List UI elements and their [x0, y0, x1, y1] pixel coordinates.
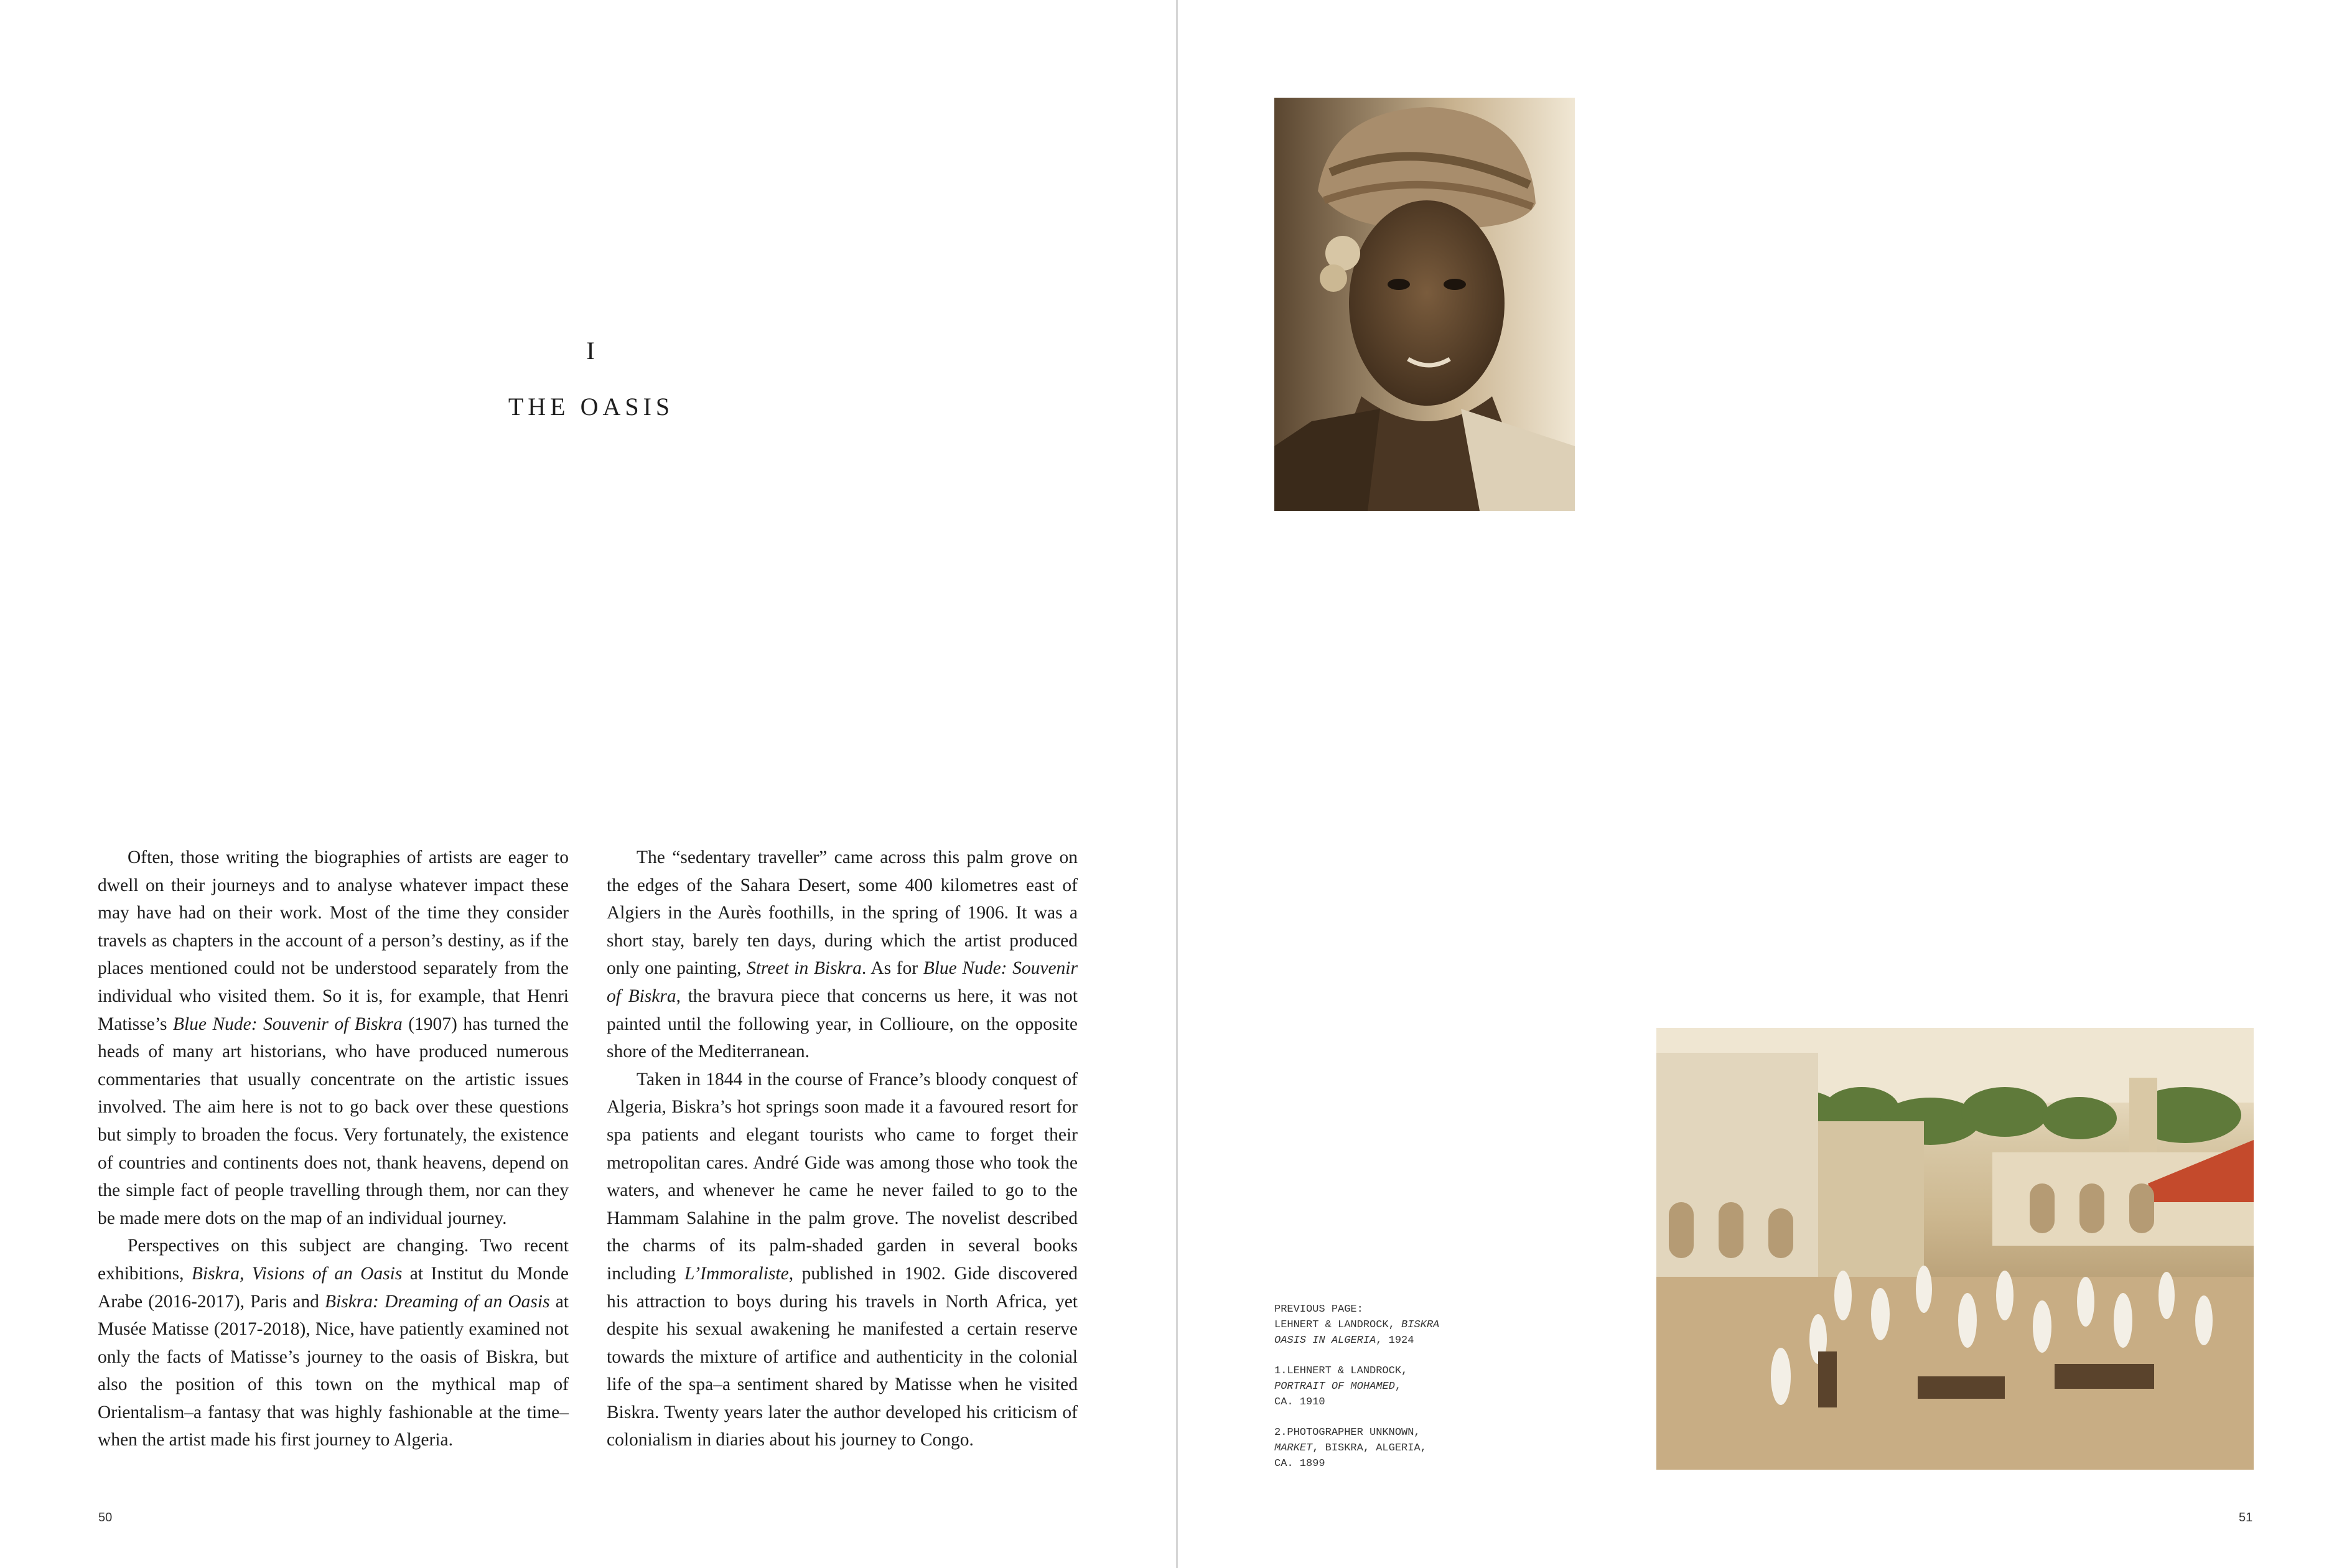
caption-previous-page: PREVIOUS PAGE: LEHNERT & LANDROCK, BISKRA OASIS IN ALGERIA, 1924 — [1274, 1304, 1440, 1346]
portrait-photo — [1274, 98, 1575, 511]
market-illustration — [1656, 1028, 2254, 1470]
chapter-title: THE OASIS — [508, 393, 674, 421]
body-column-left — [98, 844, 569, 1454]
page-number-right: 51 — [2239, 1511, 2253, 1524]
paragraph: Taken in 1844 in the course of France’s bloody conquest of Algeria, Biskra’s hot springs soon made it a favoured resort for spa patients and elegant tourists who came to forget their metropolitan cares. André Gide was among those who took the waters, and whenever he came he never failed to go to the Hammam Salahine in the palm grove. The novelist described the charms of its palm-shaded garden in several books including L’Immoraliste, published in 1902. Gide discovered his attraction to boys during his travels in North Africa, yet despite his sexual awakening he manifested a certain reserve towards the mixture of artifice and authenticity in the colonial life of the spa–a sentiment shared by Matisse when he visited Biskra. Twenty years later the author developed his criticism of colonialism in diaries about his journey to Congo. — [607, 1069, 1078, 1450]
paragraph: Perspectives on this subject are changing. Two recent exhibitions, Biskra, Visions of an Oasis at Institut du Monde Arabe (2016-2017), Paris and Biskra: Dreaming of an Oasis at Musée Matisse (2017-2018), Nice, have patiently examined not only the facts of Matisse’s journey to the oasis of Biskra, but also the position of this town on the mythical map of Orientalism–a fantasy that was highly fashionable at the time–when the artist made his first journey to Algeria. — [98, 1236, 569, 1450]
body-column-right — [607, 844, 1078, 1454]
spread-gutter — [1176, 0, 1178, 1568]
caption-figure-2: 2.PHOTOGRAPHER UNKNOWN, MARKET, BISKRA, ALGERIA, CA. 1899 — [1274, 1427, 1427, 1470]
page-number-left: 50 — [98, 1511, 113, 1524]
caption-figure-1: 1.LEHNERT & LANDROCK, PORTRAIT OF MOHAMED, CA. 1910 — [1274, 1365, 1408, 1408]
market-photo — [1656, 1028, 2254, 1470]
photo-captions — [1274, 1302, 1523, 1486]
chapter-number: I — [586, 337, 596, 365]
paragraph: The “sedentary traveller” came across this palm grove on the edges of the Sahara Desert, some 400 kilometres east of Algiers in the Aurès foothills, in the spring of 1906. It was a short stay, barely ten days, during which the artist produced only one painting, Street in Biskra. As for Blue Nude: Souvenir of Biskra, the bravura piece that concerns us here, it was not painted until the following year, in Collioure, on the opposite shore of the Mediterranean. — [607, 847, 1078, 1062]
portrait-illustration — [1274, 98, 1575, 511]
paragraph: Often, those writing the biographies of artists are eager to dwell on their journeys and to analyse whatever impact these may have had on their work. Most of the time they consider travels as chapters in the account of a person’s destiny, as if the places mentioned could not be understood separately from the individual who visited them. So it is, for example, that Henri Matisse’s Blue Nude: Souvenir of Biskra (1907) has turned the heads of many art historians, who have produced numerous commentaries that usually concentrate on the artistic issues involved. The aim here is not to go back over these questions but simply to broaden the focus. Very fortunately, the existence of countries and continents does not, thank heavens, depend on the simple fact of people travelling through them, nor can they be made mere dots on the map of an individual journey. — [98, 847, 569, 1228]
